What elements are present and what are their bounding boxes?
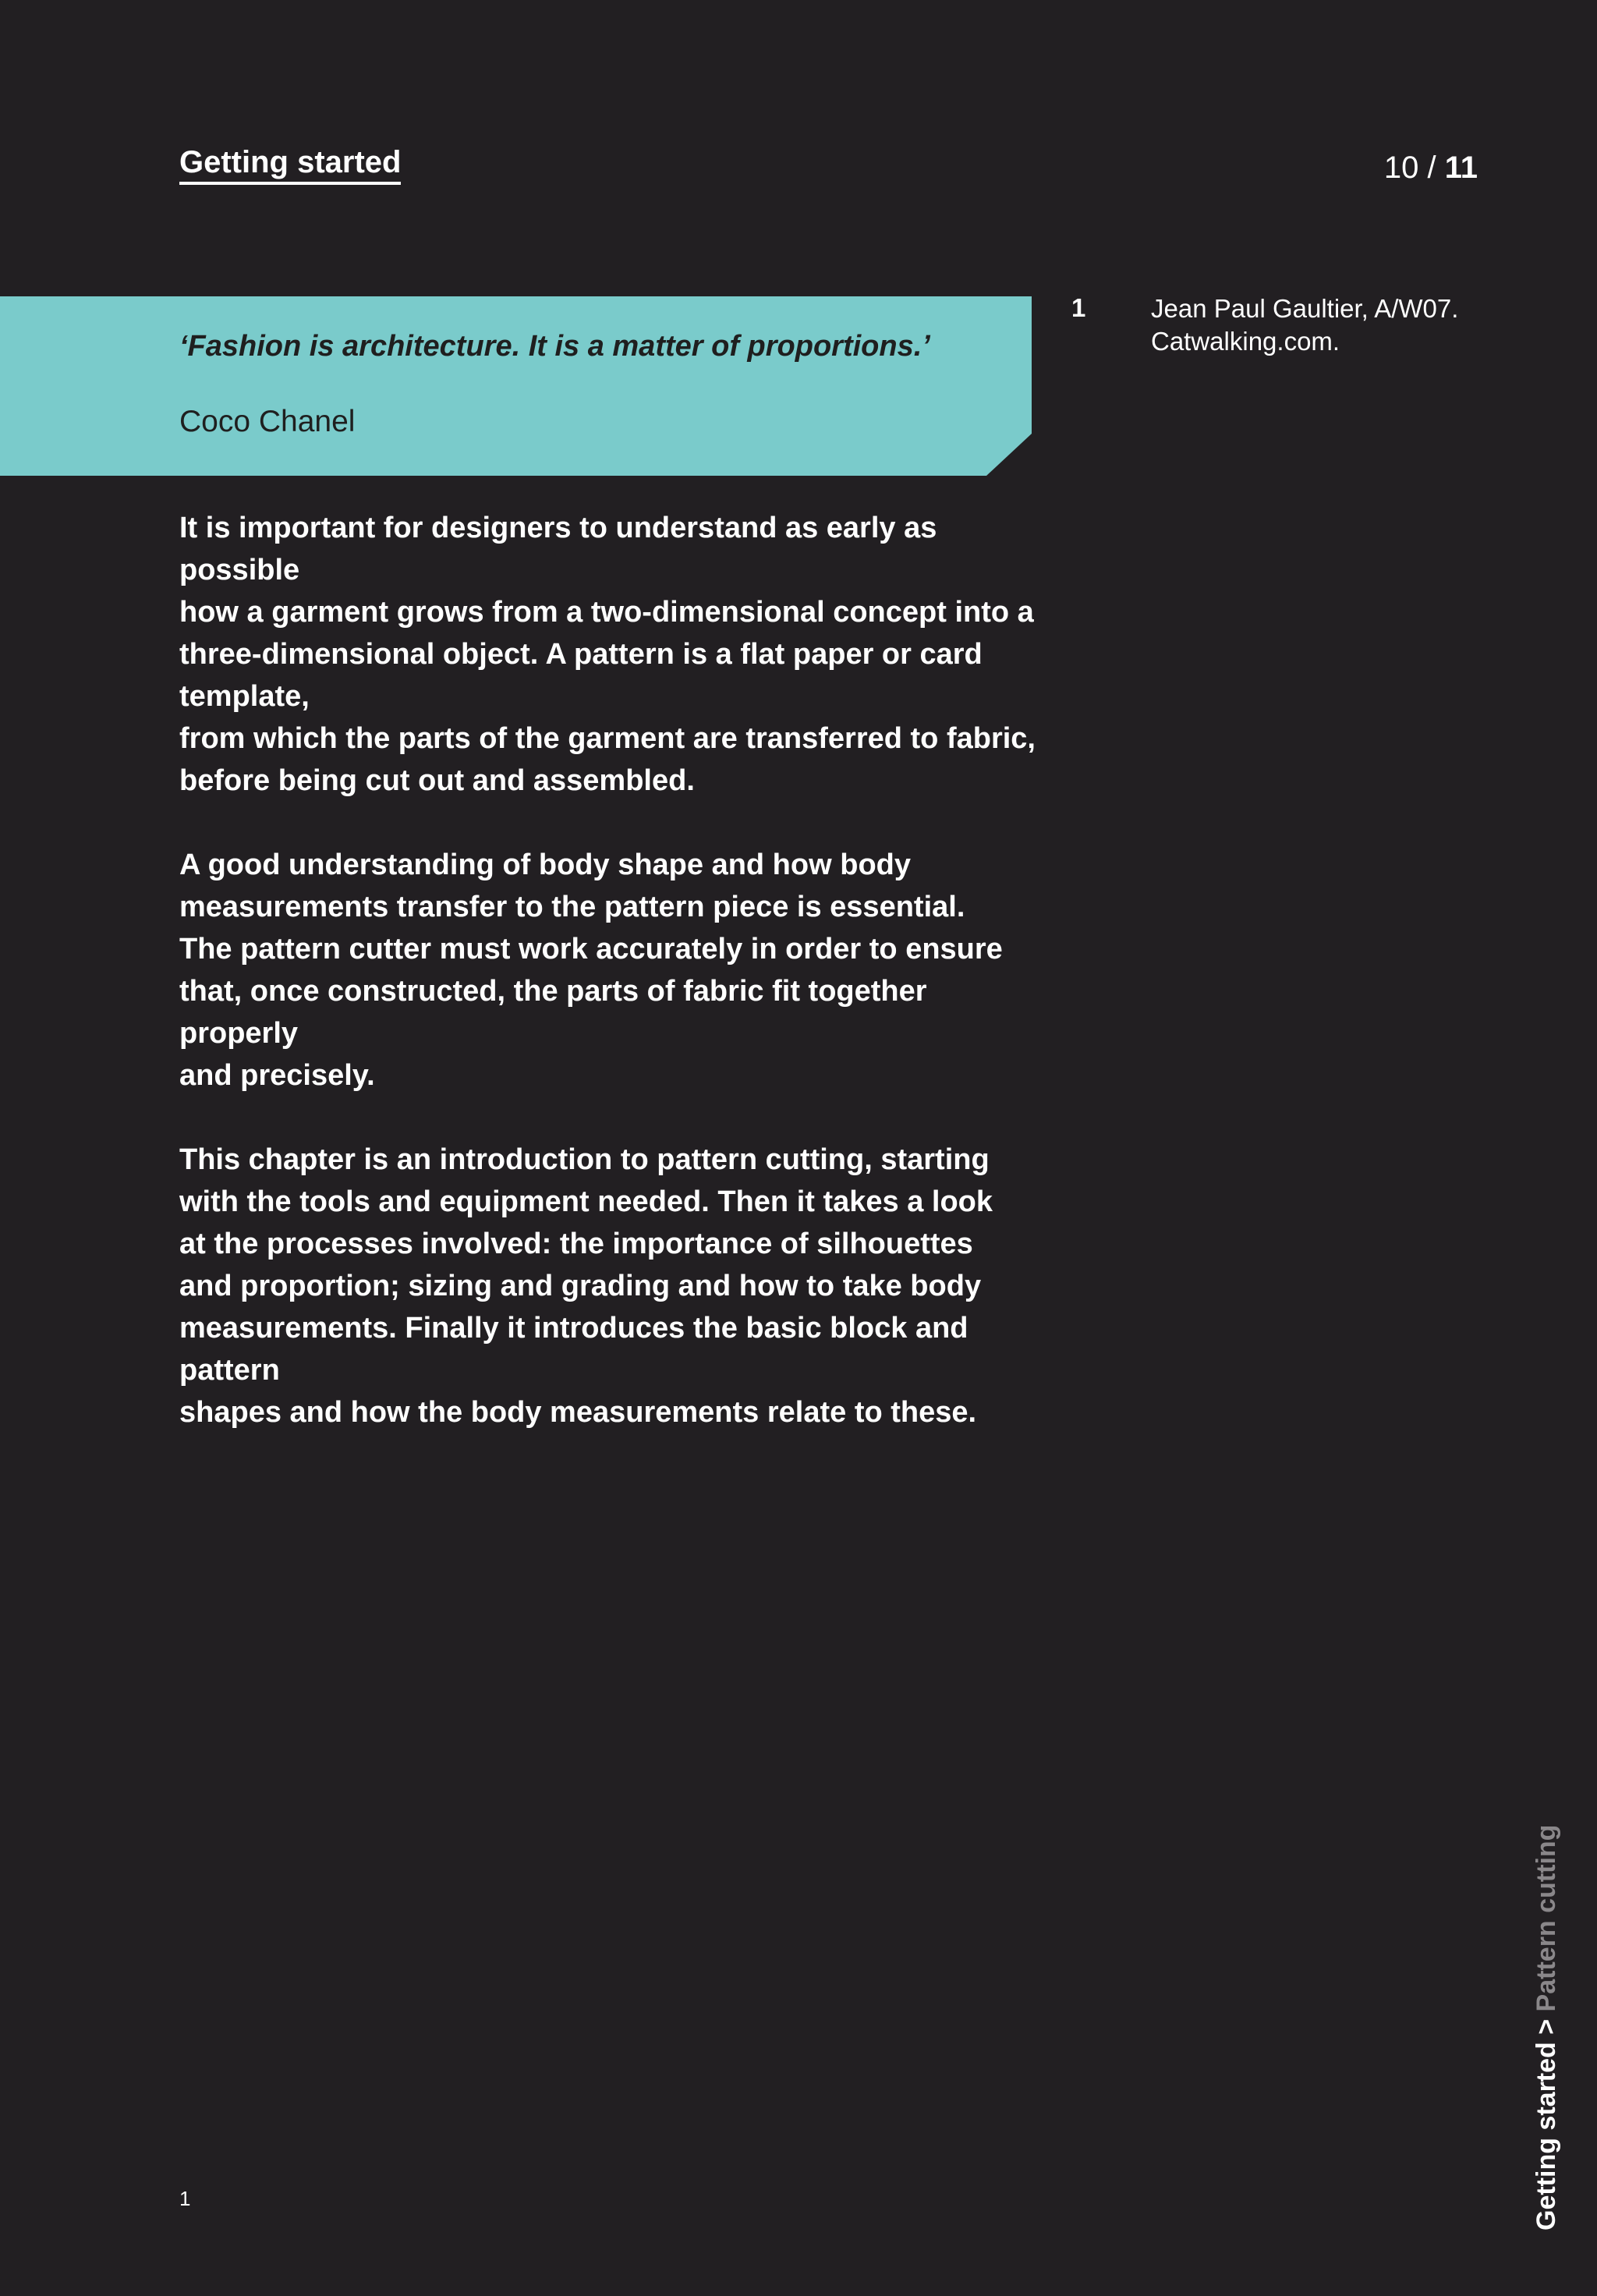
page-counter: [1384, 151, 1478, 185]
page-current: 10: [1383, 151, 1419, 185]
quote-banner: [0, 296, 1032, 476]
body-text: [179, 507, 1045, 1476]
breadcrumb-separator: >: [1531, 2011, 1561, 2043]
page-separator: /: [1418, 151, 1445, 185]
caption-text: Jean Paul Gaultier, A/W07. Catwalking.com.: [1151, 294, 1459, 356]
side-breadcrumb: [1533, 1825, 1560, 2230]
body-paragraph: This chapter is an introduction to pattern cutting, starting with the tools and equipment needed. Then it takes a look at the processes involved: the importance of silhouettes and proportion; sizing and grading and how to take body measurements. Finally it introduces the basic block and pattern shapes and how the body measurements relate to these.: [179, 1143, 993, 1429]
caption-number: 1: [1071, 293, 1086, 322]
body-paragraph: It is important for designers to understand as early as possible how a garment grows from a two-dimensional concept into a three-dimensional object. A pattern is a flat paper or card template, from which the parts of the garment are transferred to fabric, before being cut out and assembled.: [179, 512, 1036, 797]
body-paragraph: A good understanding of body shape and how body measurements transfer to the pattern piece is essential. The pattern cutter must work accurately in order to ensure that, once constructed, the parts of fabric fit together properly and precisely.: [179, 849, 1003, 1092]
breadcrumb-next: Pattern cutting: [1531, 1824, 1561, 2012]
quote-text: ‘Fashion is architecture. It is a matter of proportions.’: [179, 330, 930, 363]
quote-author: Coco Chanel: [179, 405, 356, 438]
page-total: 11: [1444, 151, 1478, 185]
breadcrumb-current[interactable]: Getting started: [1531, 2042, 1561, 2230]
section-title-link[interactable]: Getting started: [179, 145, 401, 185]
image-reference-number: 1: [179, 2187, 191, 2210]
